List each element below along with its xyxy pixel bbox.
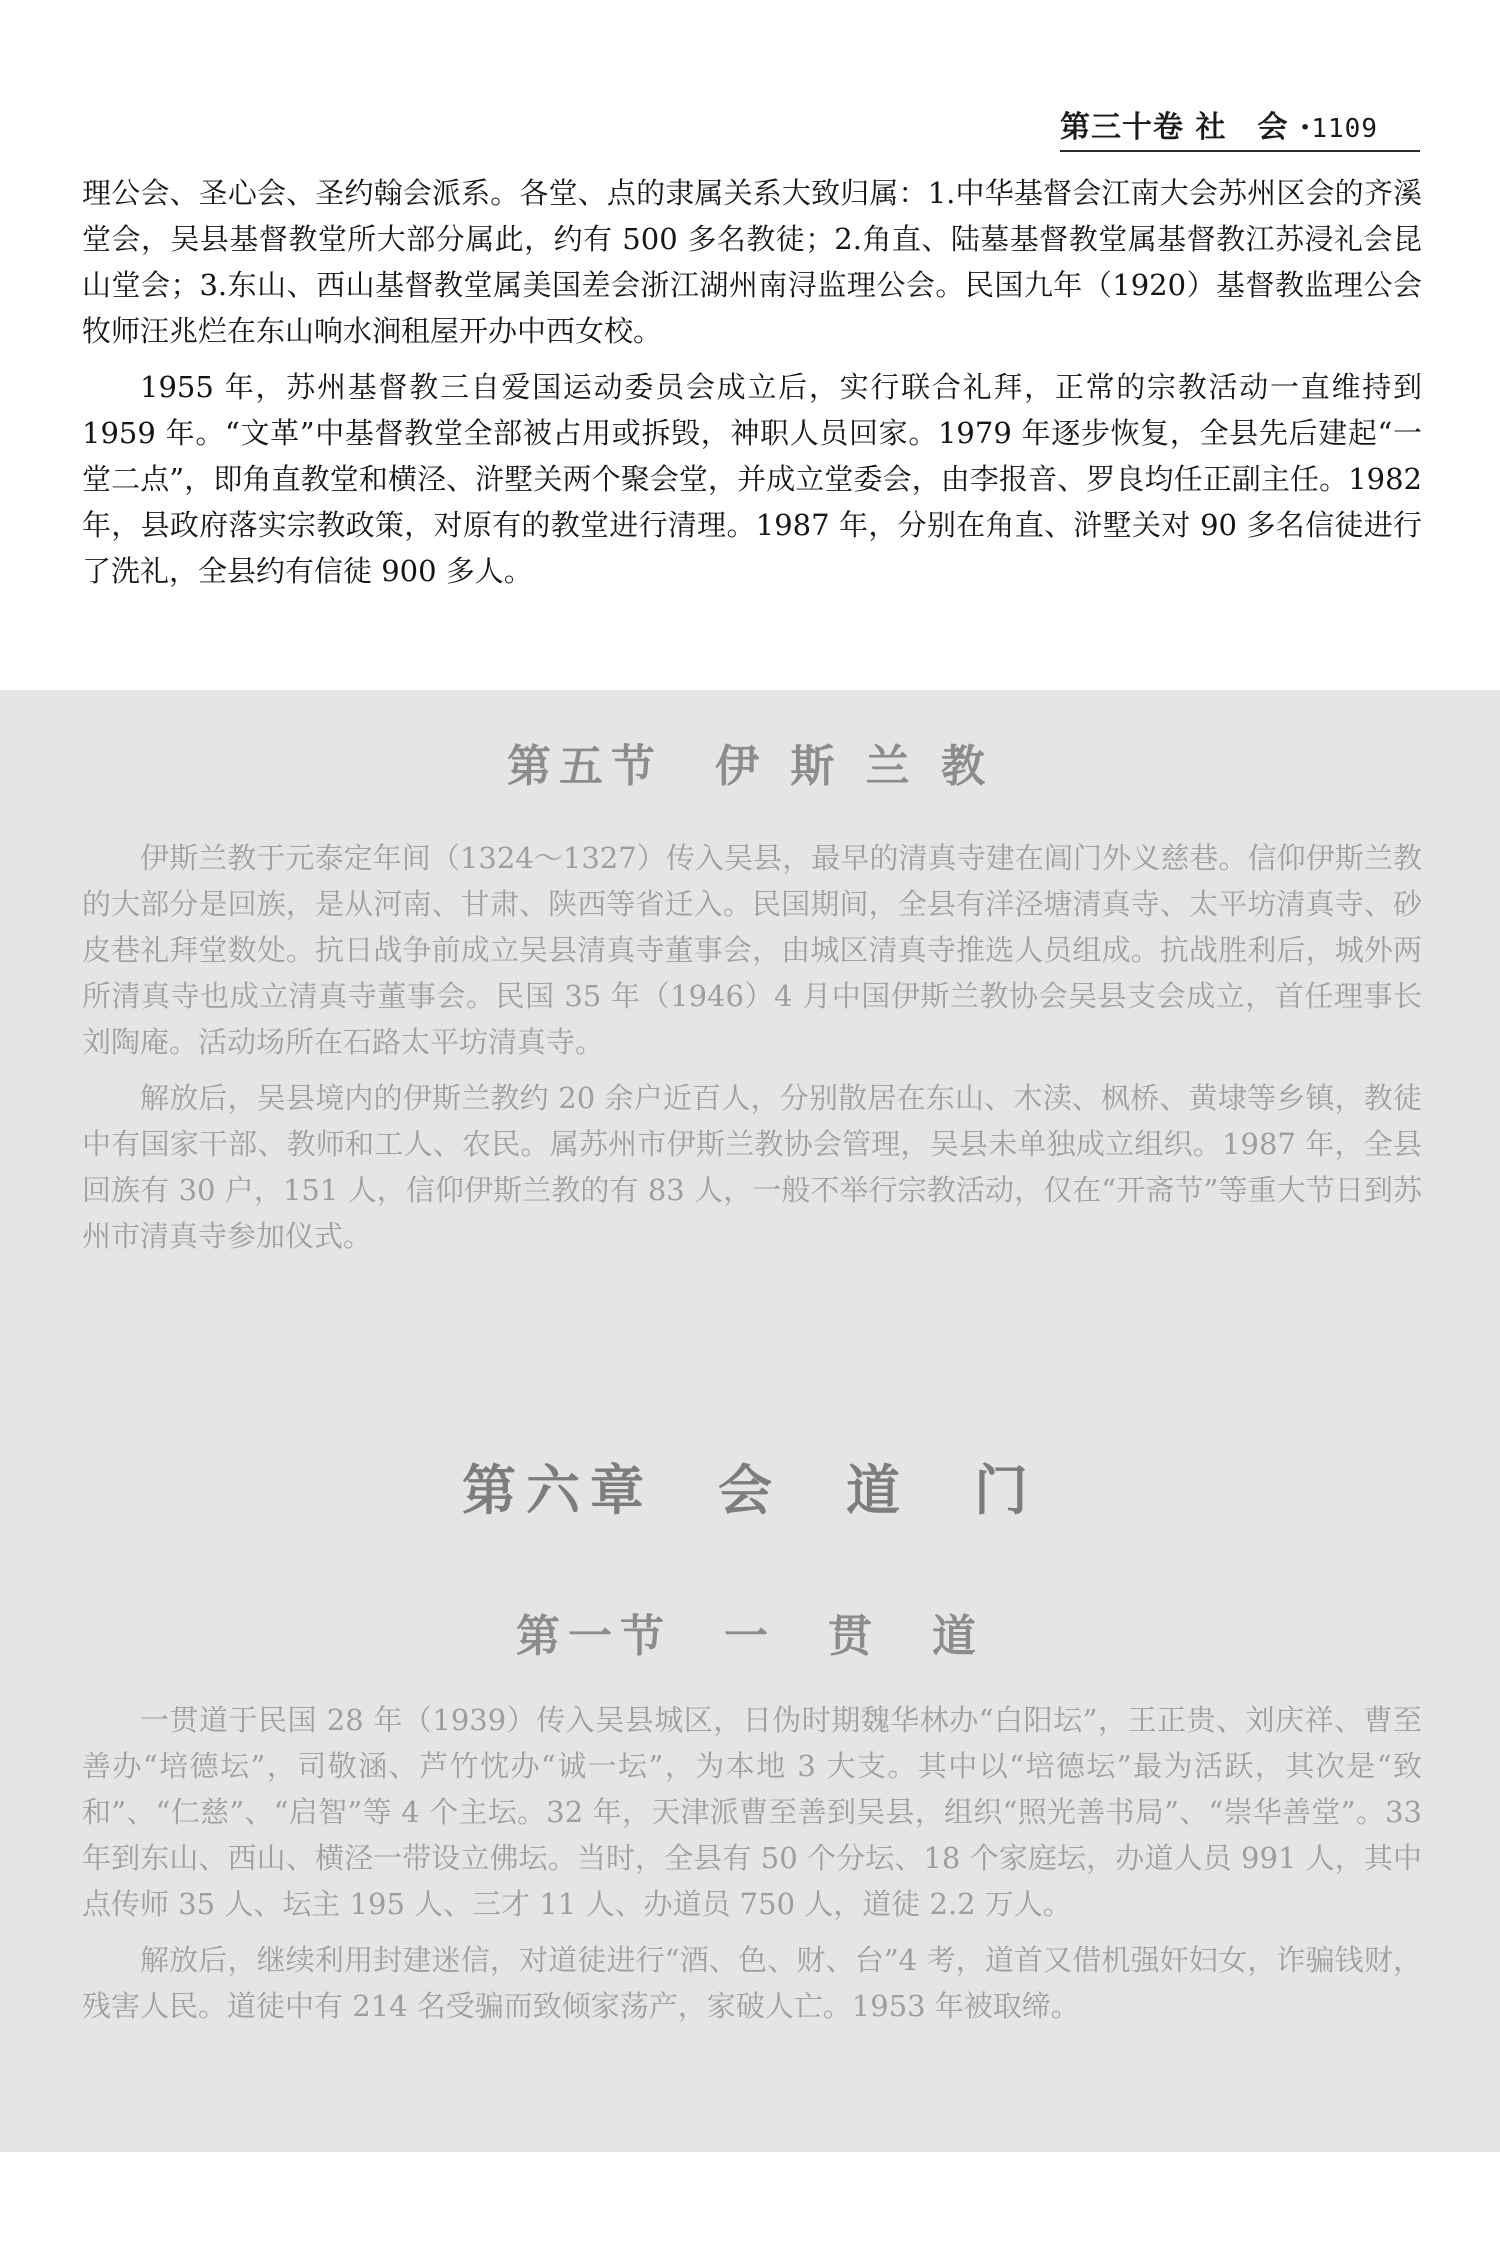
paragraph-islam-after-liberation: 解放后，吴县境内的伊斯兰教约 20 余户近百人，分别散居在东山、木渎、枫桥、黄埭等乡镇，教徒中有国家干部、教师和工人、农民。属苏州市伊斯兰教协会管理，吴县未单独成立组织。1987 年，全县回族有 30 户，151 人，信仰伊斯兰教的有 83 人，一般不举行宗教活动，仅在“开斋节”等重大节日到苏州市清真寺参加仪式。: [82, 1081, 1422, 1253]
header-category: 社 会: [1195, 110, 1289, 145]
header-separator: ·: [1299, 110, 1312, 145]
running-header: [1060, 108, 1430, 148]
header-rule: [1060, 150, 1420, 152]
section5-body: [82, 835, 1422, 1269]
section1-heading: 第一节 一 贯 道: [516, 1611, 984, 1662]
header-volume: 第三十卷: [1060, 110, 1184, 145]
paragraph-christian-affiliations: 理公会、圣心会、圣约翰会派系。各堂、点的隶属关系大致归属：1.中华基督会江南大会苏州区会的齐溪堂会，吴县基督教堂所大部分属此，约有 500 多名教徒；2.角直、陆墓基督教堂属基督教江苏浸礼会昆山堂会；3.东山、西山基督教堂属美国差会浙江湖州南浔监理公会。民国九年（1920）基督教监理公会牧师汪兆烂在东山响水涧租屋开办中西女校。: [82, 176, 1422, 348]
paragraph-yiguandao-history: 一贯道于民国 28 年（1939）传入吴县城区，日伪时期魏华林办“白阳坛”，王正贵、刘庆祥、曹至善办“培德坛”，司敬涵、芦竹忱办“诚一坛”，为本地 3 大支。其中以“培德坛”最为活跃，其次是“致和”、“仁慈”、“启智”等 4 个主坛。32 年，天津派曹至善到吴县，组织“照光善书局”、“崇华善堂”。33 年到东山、西山、横泾一带设立佛坛。当时，全县有 50 个分坛、18 个家庭坛，办道人员 991 人，其中点传师 35 人、坛主 195 人、三才 11 人、办道员 750 人，道徒 2.2 万人。: [82, 1703, 1422, 1921]
upper-section-text: [82, 170, 1422, 604]
paragraph-islam-history: 伊斯兰教于元泰定年间（1324～1327）传入吴县，最早的清真寺建在阊门外义慈巷。信仰伊斯兰教的大部分是回族，是从河南、甘肃、陕西等省迁入。民国期间，全县有洋泾塘清真寺、太平坊清真寺、砂皮巷礼拜堂数处。抗日战争前成立吴县清真寺董事会，由城区清真寺推选人员组成。抗战胜利后，城外两所清真寺也成立清真寺董事会。民国 35 年（1946）4 月中国伊斯兰教协会吴县支会成立，首任理事长刘陶庵。活动场所在石路太平坊清真寺。: [82, 841, 1422, 1059]
section5-heading: 第五节 伊 斯 兰 教: [507, 741, 993, 792]
section1-body: [82, 1697, 1422, 2039]
page-number: 1109: [1311, 114, 1378, 144]
paragraph-yiguandao-after-liberation: 解放后，继续利用封建迷信，对道徒进行“酒、色、财、台”4 考，道首又借机强奸妇女，诈骗钱财，残害人民。道徒中有 214 名受骗而致倾家荡产，家破人亡。1953 年被取缔。: [82, 1943, 1422, 2023]
paragraph-christian-1955: 1955 年，苏州基督教三自爱国运动委员会成立后，实行联合礼拜，正常的宗教活动一直维持到 1959 年。“文革”中基督教堂全部被占用或拆毁，神职人员回家。1979 年逐步恢复，全县先后建起“一堂二点”，即角直教堂和横泾、浒墅关两个聚会堂，并成立堂委会，由李报音、罗良均任正副主任。1982 年，县政府落实宗教政策，对原有的教堂进行清理。1987 年，分别在角直、浒墅关对 90 多名信徒进行了洗礼，全县约有信徒 900 多人。: [82, 370, 1422, 588]
chapter6-heading: 第六章 会 道 门: [462, 1458, 1038, 1522]
